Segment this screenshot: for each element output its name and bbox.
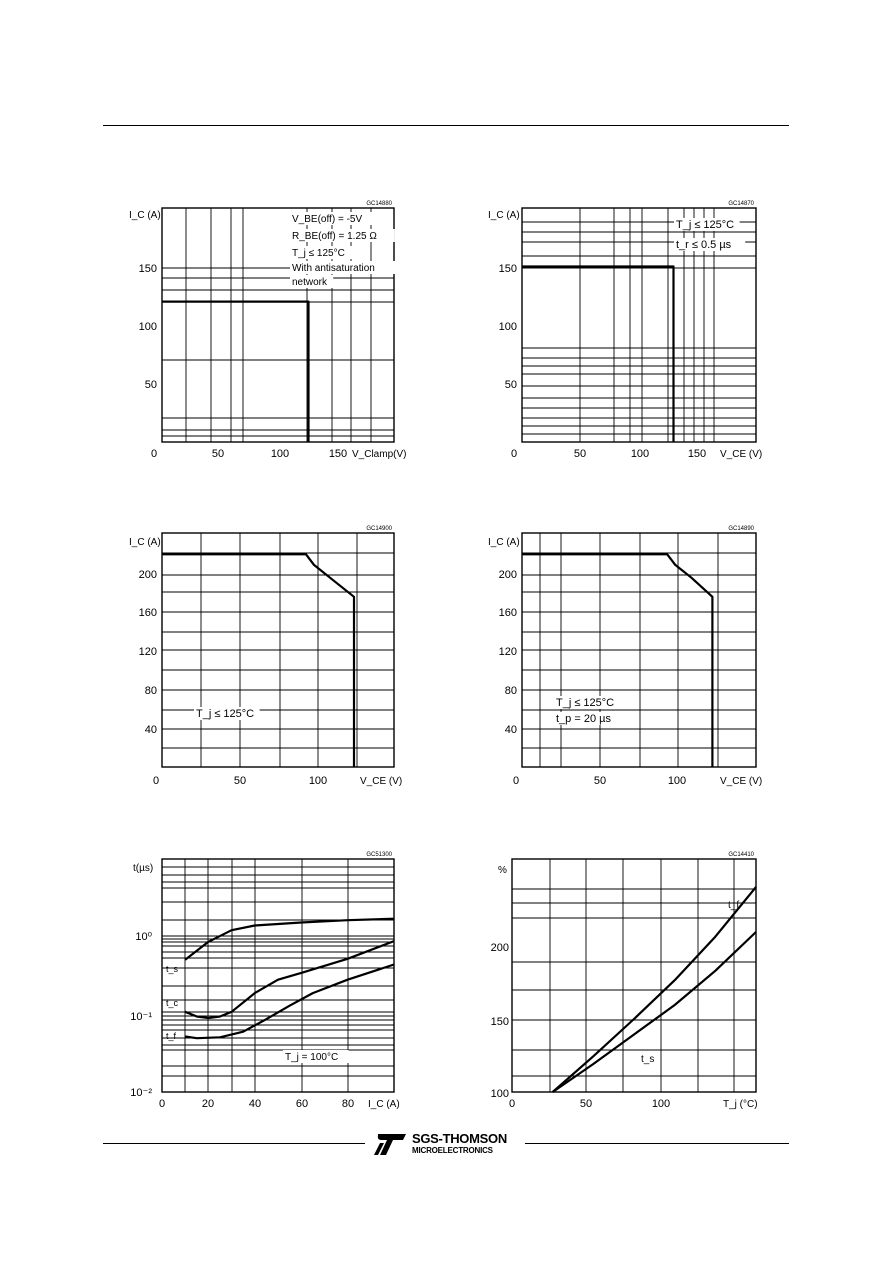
- c2-curve: [522, 267, 674, 443]
- c6-x-tick: 0: [508, 1098, 516, 1110]
- c6-series-label: t_f: [728, 900, 740, 911]
- c1-x-axis-label: V_Clamp(V): [352, 449, 407, 460]
- c1-y-tick: 50: [144, 379, 157, 391]
- c1-y-tick: 100: [138, 321, 157, 333]
- c3-y-tick: 120: [138, 646, 157, 658]
- c5-x-tick: 60: [295, 1098, 309, 1110]
- c4-code-label: GC14890: [728, 526, 754, 532]
- c2-x-axis-label: V_CE (V): [720, 449, 763, 460]
- c3-code-label: GC14900: [366, 526, 392, 532]
- c6-code-label: GC14410: [728, 852, 754, 858]
- c4-y-tick: 80: [504, 685, 517, 697]
- c2-y-tick: 50: [504, 379, 517, 391]
- c2-code-label: GC14870: [728, 201, 754, 207]
- c5-x-axis-label: I_C (A): [368, 1099, 400, 1110]
- logo-brand-name: SGS-THOMSON: [412, 1131, 507, 1146]
- c1-note: T_j ≤ 125°C: [292, 248, 345, 259]
- c3-curve: [162, 554, 354, 767]
- c3-y-tick: 160: [138, 607, 157, 619]
- c4-curve: [522, 554, 712, 767]
- c2-y-tick: 150: [498, 263, 517, 275]
- c6-frame: [512, 859, 756, 1092]
- c3-x-tick: 0: [152, 775, 160, 787]
- c4-x-tick: 100: [667, 775, 687, 787]
- c3-y-tick: 80: [144, 685, 157, 697]
- c2-x-tick: 50: [573, 448, 587, 460]
- c3-x-tick: 100: [308, 775, 328, 787]
- c6-y-tick: 100: [490, 1088, 509, 1100]
- c1-x-tick: 0: [150, 448, 158, 460]
- c5-code-label: GC51300: [366, 852, 392, 858]
- c1-x-tick: 100: [270, 448, 290, 460]
- c4-y-axis-label: I_C (A): [488, 537, 520, 548]
- c2-x-tick: 150: [687, 448, 707, 460]
- chart-c1-rbsoa: [129, 201, 406, 460]
- c4-y-tick: 120: [498, 646, 517, 658]
- c1-y-axis-label: I_C (A): [129, 210, 161, 221]
- c6-y-tick: 200: [490, 942, 509, 954]
- c4-note: t_p = 20 µs: [556, 713, 611, 725]
- c4-x-tick: 50: [593, 775, 607, 787]
- c6-series-label: t_s: [641, 1054, 655, 1065]
- c6-x-tick: 50: [579, 1098, 593, 1110]
- c5-y-tick: 10⁰: [135, 931, 152, 943]
- c5-x-tick: 80: [341, 1098, 355, 1110]
- c5-x-tick: 40: [248, 1098, 262, 1110]
- c6-y-axis-label: %: [498, 865, 507, 876]
- c4-y-tick: 40: [504, 724, 517, 736]
- c5-series-label: t_c: [166, 998, 179, 1008]
- c2-y-tick: 100: [498, 321, 517, 333]
- c3-x-axis-label: V_CE (V): [360, 776, 403, 787]
- c2-note: t_r ≤ 0.5 µs: [676, 239, 732, 251]
- c2-y-axis-label: I_C (A): [488, 210, 520, 221]
- chart-c3-soa-125: [129, 526, 402, 787]
- c5-y-tick: 10⁻¹: [130, 1011, 152, 1023]
- chart-c4-soa-pulse: [488, 526, 762, 787]
- c5-y-axis-label: t(µs): [133, 863, 154, 874]
- c1-code-label: GC14880: [366, 201, 392, 207]
- c4-x-axis-label: V_CE (V): [720, 776, 763, 787]
- c3-note: T_j ≤ 125°C: [196, 708, 255, 720]
- c5-x-tick: 20: [201, 1098, 215, 1110]
- c3-y-axis-label: I_C (A): [129, 537, 161, 548]
- chart-c5-switching-times: [130, 852, 399, 1110]
- chart-c6-temp-variation: [491, 852, 758, 1110]
- c4-x-tick: 0: [512, 775, 520, 787]
- c3-y-tick: 200: [138, 569, 157, 581]
- c6-series-1: [553, 932, 756, 1092]
- c1-note: With antisaturation: [292, 263, 375, 274]
- logo-brand-subtitle: MICROELECTRONICS: [412, 1146, 493, 1155]
- c2-note: T_j ≤ 125°C: [676, 219, 735, 231]
- c1-x-tick: 150: [328, 448, 348, 460]
- c3-x-tick: 50: [233, 775, 247, 787]
- c5-series-label: t_f: [166, 1031, 177, 1041]
- c4-y-tick: 160: [498, 607, 517, 619]
- c5-y-tick: 10⁻²: [130, 1087, 152, 1099]
- c2-x-tick: 100: [630, 448, 650, 460]
- c1-curve: [162, 302, 309, 442]
- c1-y-tick: 150: [138, 263, 157, 275]
- c1-frame: [162, 208, 394, 442]
- c1-note: V_BE(off) = -5V: [292, 214, 363, 225]
- c1-x-tick: 50: [211, 448, 225, 460]
- c6-x-axis-label: T_j (°C): [723, 1099, 758, 1110]
- c4-note: T_j ≤ 125°C: [556, 697, 615, 709]
- c6-x-tick: 100: [651, 1098, 671, 1110]
- c6-y-tick: 150: [490, 1016, 509, 1028]
- c5-x-tick: 0: [158, 1098, 166, 1110]
- c2-x-tick: 0: [510, 448, 518, 460]
- c5-note: T_j = 100°C: [285, 1052, 339, 1063]
- c5-series-label: t_s: [166, 964, 179, 974]
- c3-y-tick: 40: [144, 724, 157, 736]
- c1-note: R_BE(off) = 1.25 Ω: [292, 231, 377, 242]
- c4-y-tick: 200: [498, 569, 517, 581]
- c1-note: network: [292, 277, 328, 288]
- chart-c2-fbsoa: [488, 201, 762, 460]
